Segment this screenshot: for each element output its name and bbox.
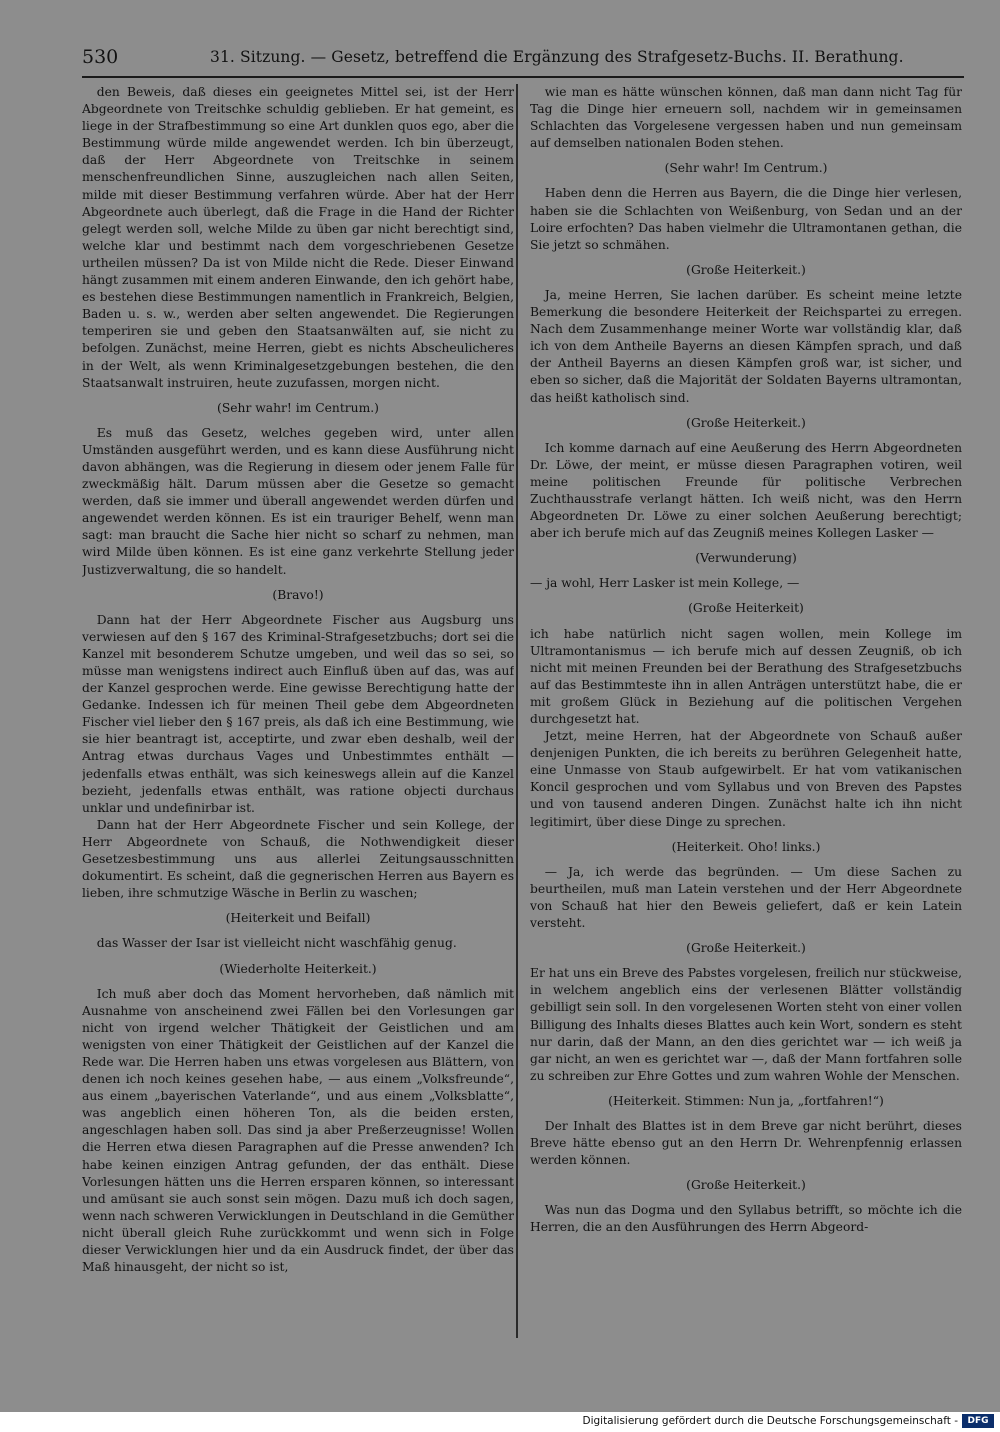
- paragraph: den Beweis, daß dieses ein geeignetes Mittel sei, ist der Herr Abgeordnete von Treitschke schuldig geblieben. Er hat gemeint, es liege in der Strafbestimmung so eine Art dunklen quos ego, aber die Bestimmung würde milde angewendet werden. Ich bin überzeugt, daß der Herr Abgeordnete von Treitschke in seinem menschenfreundlichen Sinne, auszugleichen nach allen Seiten, milde mit dieser Bestimmung verfahren würde. Aber hat der Herr Abgeordnete auch überlegt, daß die Frage in die Hand der Richter gelegt werden soll, welche Milde zu üben gar nicht berechtigt sind, welche klar und bestimmt nach dem vorgeschriebenen Gesetze urtheilen müssen? Da ist von Milde nicht die Rede. Dieser Einwand hängt zusammen mit einem anderen Einwande, den ich gehört habe, es bestehen diese Bestimmungen namentlich in Frankreich, Belgien, Baden u. s. w., werden aber selten angewendet. Die Regierungen temperiren sie und geben den Staatsanwälten auf, sie nicht zu befolgen. Zunächst, meine Herren, giebt es nichts Abscheulicheres in der Welt, als wenn Kriminalgesetzgebungen bestehen, die den Staatsanwalt instruiren, heute zuzufassen, morgen nicht.: [82, 85, 514, 390]
- interjection: (Große Heiterkeit): [688, 601, 804, 616]
- paragraph: Ich muß aber doch das Moment hervorheben, daß nämlich mit Ausnahme von anscheinend zwei Fällen bei den Vorlesungen gar nicht von irgend welcher Thätigkeit der Geistlichen und am wenigsten von einer Thätigkeit der Geistlichen auf der Kanzel die Rede war. Die Herren haben uns etwas vorgelesen aus Blättern, von denen ich noch keines gesehen habe, — aus einem „Volksfreunde“, aus einem „bayerischen Vaterlande“, und aus einem „Volksblatte“, was angeblich einen höheren Ton, als die beiden ersten, angeschlagen haben soll. Das sind ja aber Preßerzeugnisse! Wollen die Herren etwa diesen Paragraphen auf die Presse anwenden? Ich habe keinen einzigen Antrag gefunden, der das enthält. Diese Vorlesungen hätten uns die Herren ersparen können, so interessant und amüsant sie auch sonst sein mögen. Dazu muß ich doch sagen, wenn nach schweren Verwicklungen in Deutschland in die Gemüther nicht überall gleich Ruhe zurückkommt und wenn sich in Folge dieser Verwicklungen hier und da ein Ausdruck findet, der über das Maß hinausgeht, der nicht so ist,: [82, 986, 514, 1275]
- paragraph: — Ja, ich werde das begründen. — Um diese Sachen zu beurtheilen, muß man Latein verstehen und der Herr Abgeordnete von Schauß hat hier den Beweis geliefert, daß er kein Latein versteht.: [530, 864, 962, 931]
- interjection: (Heiterkeit. Stimmen: Nun ja, „fortfahren!“): [608, 1093, 884, 1108]
- paragraph: Ich komme darnach auf eine Aeußerung des Herrn Abgeordneten Dr. Löwe, der meint, er müsse diesen Paragraphen votiren, weil meine politischen Freunde für politische Verbrechen Zuchthausstrafe verlangt hätten. Ich weiß nicht, was den Herrn Abgeordneten Dr. Löwe zu einer solchen Aeußerung berechtigt; aber ich berufe mich auf das Zeugniß meines Kollegen Lasker —: [530, 440, 962, 541]
- page-header: [82, 44, 922, 74]
- paragraph: Er hat uns ein Breve des Pabstes vorgelesen, freilich nur stückweise, in welchem angeblich eins der verlesenen Blätter vollständig gebilligt sein soll. In den vorgelesenen Worten steht von einer vollen Billigung des Inhalts dieses Blattes auch kein Wort, sondern es steht nur darin, daß der Mann, an den dies gerichtet war — ich weiß ja gar nicht, an wen es gerichtet war —, daß der Mann fortfahren solle zu schreiben zur Ehre Gottes und zum wahren Wohle der Menschen.: [530, 966, 962, 1083]
- interjection: (Große Heiterkeit.): [686, 941, 806, 956]
- paragraph: Was nun das Dogma und den Syllabus betrifft, so möchte ich die Herren, die an den Ausführungen des Herrn Abgeord-: [530, 1203, 962, 1235]
- paragraph: Dann hat der Herr Abgeordnete Fischer aus Augsburg uns verwiesen auf den § 167 des Kriminal-Strafgesetzbuchs; dort sei die Kanzel mit besonderem Schutze umgeben, und weil das so sei, so müsse man wenigstens indirect auch Einfluß üben auf das, was auf der Kanzel gesprochen werde. Eine gewisse Berechtigung hatte der Gedanke. Indessen ich für meinen Theil gebe dem Abgeordneten Fischer viel lieber den § 167 preis, als daß ich eine Bestimmung, wie sie hier beantragt ist, acceptirte, und zwar eben deshalb, weil der Antrag etwas durchaus Vages und Unbestimmtes enthält — jedenfalls etwas enthält, was sich keineswegs allein auf die Kanzel bezieht, jedenfalls etwas enthält, was ratione objecti durchaus unklar und undefinirbar ist.: [82, 612, 514, 815]
- interjection: (Große Heiterkeit.): [686, 262, 806, 277]
- page-number: 530: [82, 46, 119, 68]
- interjection: (Verwunderung): [695, 551, 797, 566]
- interjection: (Heiterkeit und Beifall): [225, 911, 371, 926]
- paragraph: Jetzt, meine Herren, hat der Abgeordnete von Schauß außer denjenigen Punkten, die ich bereits zu berühren Gelegenheit hatte, eine Unmasse von Staub aufgewirbelt. Er hat vom vatikanischen Koncil gesprochen und vom Syllabus und von Breven des Papstes und von tausend anderen Dingen. Zunächst halte ich ihn nicht legitimirt, über diese Dinge zu sprechen.: [530, 729, 962, 829]
- interjection: (Heiterkeit. Oho! links.): [671, 839, 821, 854]
- paragraph: wie man es hätte wünschen können, daß man dann nicht Tag für Tag die Dinge hier erneuern soll, nachdem wir in gemeinsamen Schlachten das Vorgelesene vergessen haben und nun gemeinsam auf demselben nationalen Boden stehen.: [530, 85, 962, 151]
- interjection: (Große Heiterkeit.): [686, 1178, 806, 1193]
- interjection: (Große Heiterkeit.): [686, 415, 806, 430]
- column-divider: [516, 84, 518, 1338]
- left-column: [82, 84, 514, 1338]
- interjection: (Wiederholte Heiterkeit.): [219, 961, 377, 976]
- paragraph: Haben denn die Herren aus Bayern, die die Dinge hier verlesen, haben sie die Schlachten von Weißenburg, von Sedan und an der Loire erfochten? Das haben vielmehr die Ultramontanen gethan, die Sie jetzt so schmähen.: [530, 186, 962, 252]
- header-rule: [82, 76, 964, 78]
- dfg-logo: DFG: [962, 1414, 994, 1428]
- paragraph: — ja wohl, Herr Lasker ist mein Kollege, —: [530, 576, 800, 591]
- interjection: (Sehr wahr! im Centrum.): [217, 400, 379, 415]
- paragraph: Dann hat der Herr Abgeordnete Fischer und sein Kollege, der Herr Abgeordnete von Schauß, die Nothwendigkeit dieser Gesetzesbestimmung uns aus allerlei Zeitungsausschnitten dokumentirt. Es scheint, daß die gegnerischen Herren aus Bayern es lieben, ihre schmutzige Wäsche in Berlin zu waschen;: [82, 817, 514, 901]
- running-title: 31. Sitzung. — Gesetz, betreffend die Ergänzung des Strafgesetz-Buchs. II. Berathung.: [210, 48, 904, 66]
- footer-credit: Digitalisierung gefördert durch die Deutsche Forschungsgemeinschaft -: [582, 1415, 958, 1427]
- paragraph: Der Inhalt des Blattes ist in dem Breve gar nicht berührt, dieses Breve hätte ebenso gut an den Herrn Dr. Wehrenpfennig erlassen werden können.: [530, 1118, 962, 1168]
- footer: [0, 1412, 1000, 1432]
- paragraph: Es muß das Gesetz, welches gegeben wird, unter allen Umständen ausgeführt werden, und es kann diese Ausführung nicht davon abhängen, was die Regierung in diesem oder jenem Falle für zweckmäßig hält. Darum müssen aber die Gesetze so gemacht werden, daß sie immer und überall angewendet werden dürfen und angewendet werden können. Es ist ein trauriger Behelf, wenn man sagt: man braucht die Sache hier nicht so scharf zu nehmen, man wird Milde üben können. Es ist eine ganz verkehrte Stellung jeder Justizverwaltung, die so handelt.: [82, 425, 514, 577]
- paragraph: Ja, meine Herren, Sie lachen darüber. Es scheint meine letzte Bemerkung die besondere Heiterkeit der Reichspartei zu erregen. Nach dem Zusammenhange meiner Worte war vollständig klar, daß ich von dem Antheile Bayerns an diesen Kämpfen sprach, und daß der Antheil Bayerns an diesen Kämpfen groß war, ist sicher, und eben so sicher, daß die Majorität der Soldaten Bayerns ultramontan, das heißt katholisch sind.: [530, 287, 962, 405]
- right-column: [530, 84, 962, 1338]
- interjection: (Sehr wahr! Im Centrum.): [664, 161, 828, 176]
- paragraph: das Wasser der Isar ist vielleicht nicht waschfähig genug.: [96, 936, 457, 951]
- paragraph: ich habe natürlich nicht sagen wollen, mein Kollege im Ultramontanismus — ich berufe mich auf dessen Zeugniß, ob ich nicht mit meinen Freunden bei der Berathung des Strafgesetzbuchs auf das Bestimmteste ihn in allen Anträgen unterstützt habe, die er mit großem Glück in Beziehung auf die politischen Vergehen durchgesetzt hat.: [530, 626, 962, 726]
- interjection: (Bravo!): [272, 587, 324, 602]
